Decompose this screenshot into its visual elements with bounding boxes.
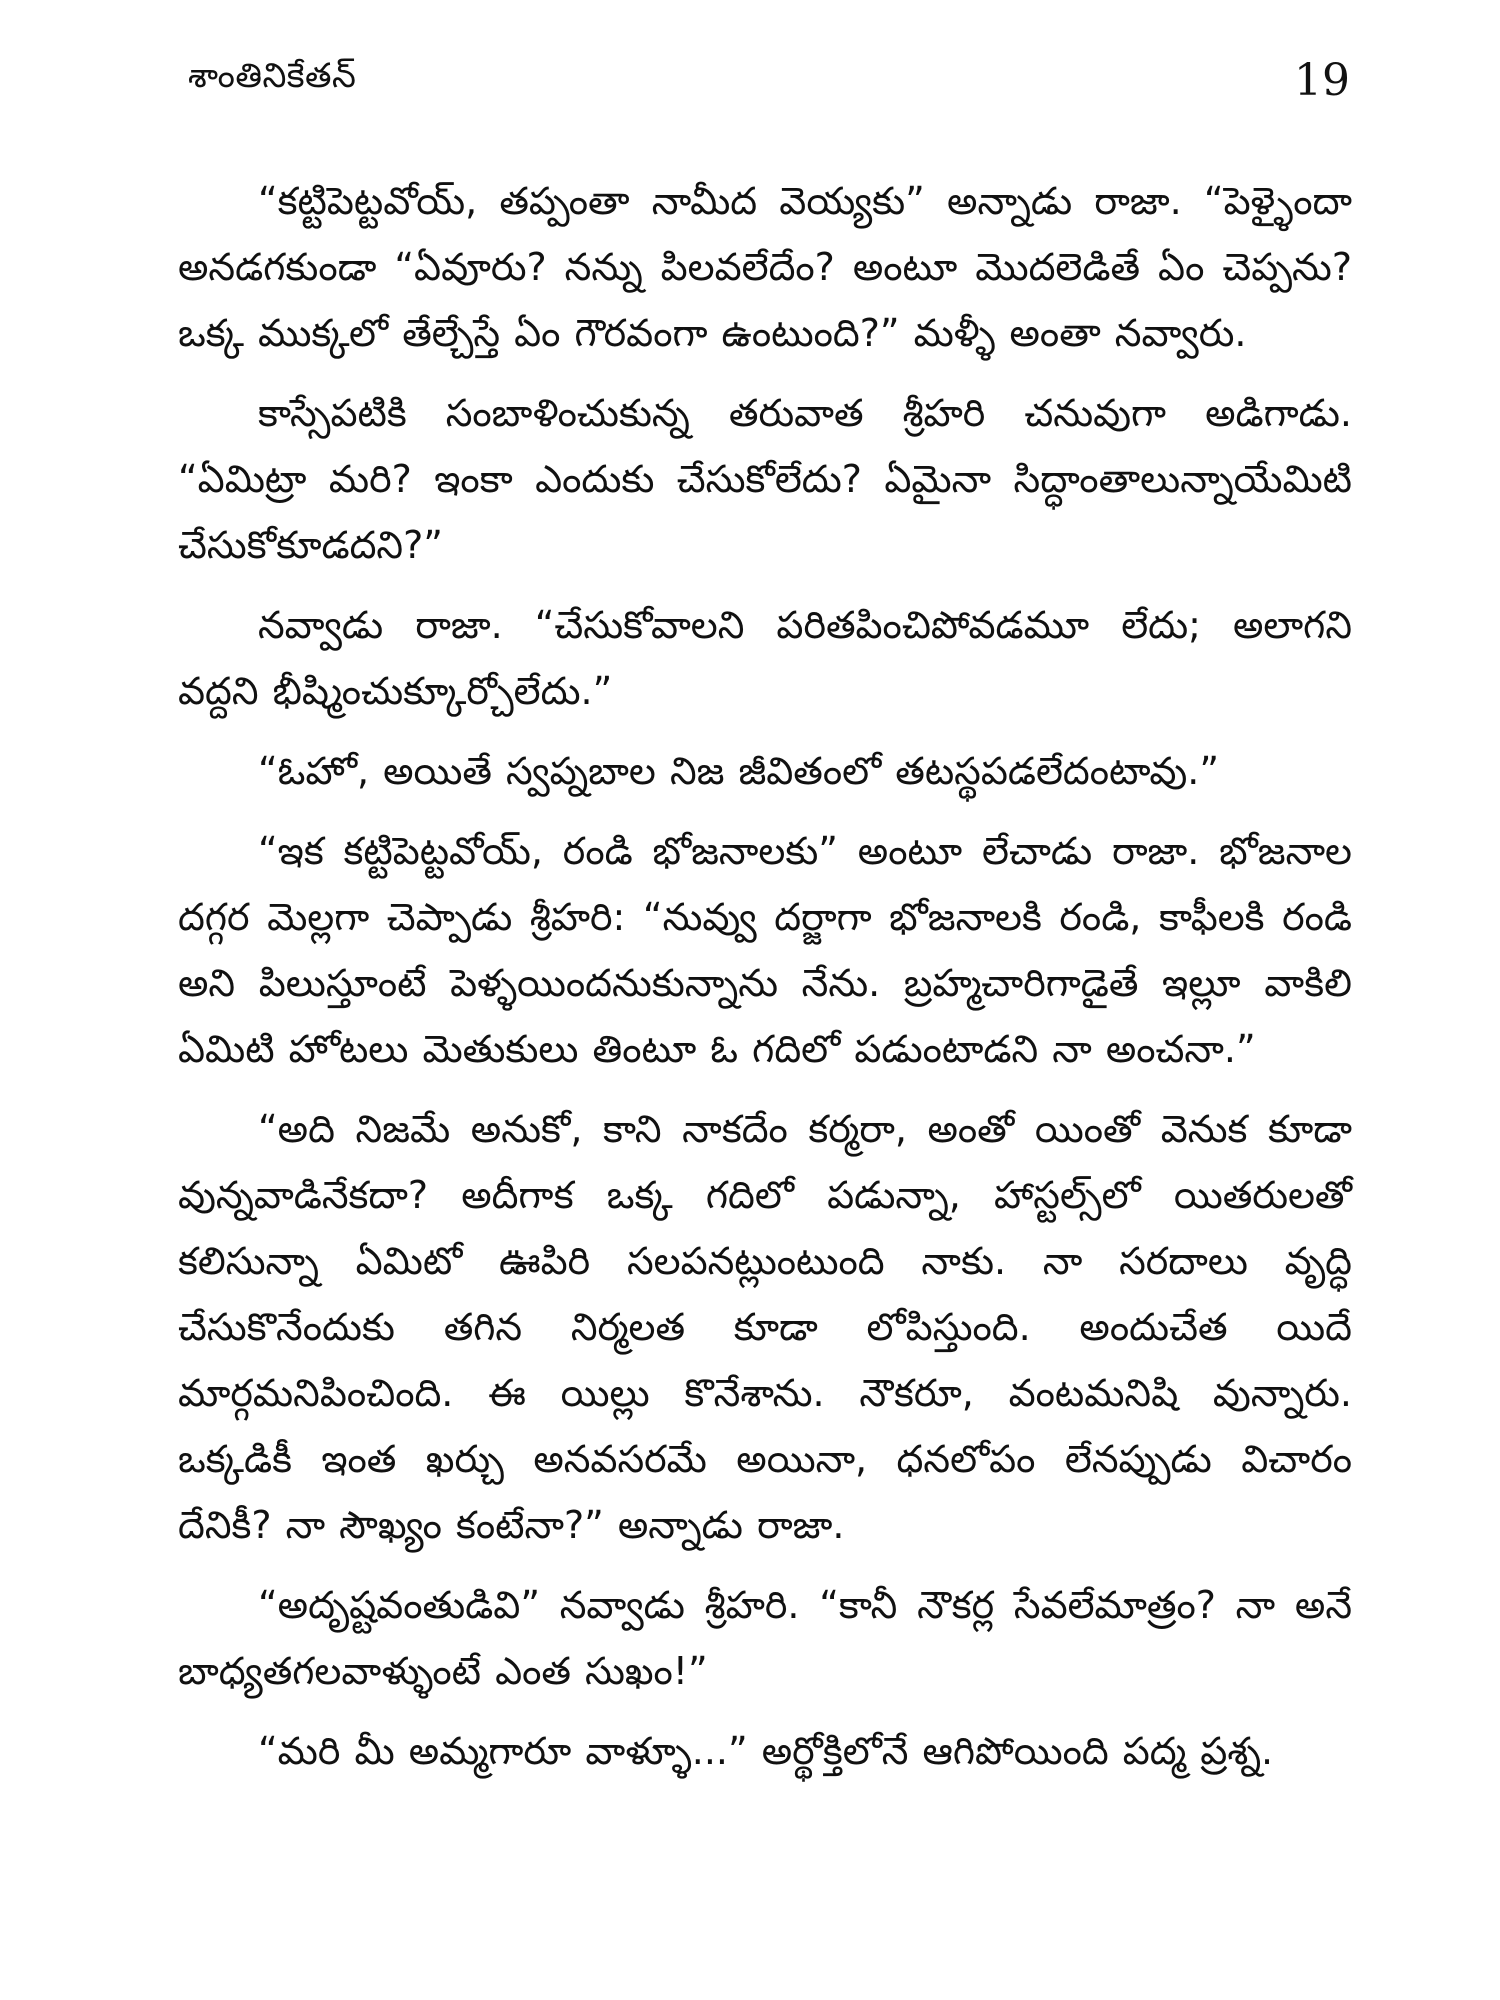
paragraph: “అది నిజమే అనుకో, కాని నాకదేం కర్మరా, అంతో యింతో వెనుక కూడా వున్నవాడినేకదా? అదీగాక ఒక్క గదిలో పడున్నా, హాస్టల్స్‌లో యితరులతో కలిసున్నా ఏమిటో ఊపిరి సలపనట్లుంటుంది నాకు. నా సరదాలు వృద్ధి చేసుకొనేందుకు తగిన నిర్మలత కూడా లోపిస్తుంది. అందుచేత యిదే మార్గమనిపించింది. ఈ యిల్లు కొనేశాను. నౌకరూ, వంటమనిషి వున్నారు. ఒక్కడికీ ఇంత ఖర్చు అనవసరమే అయినా, ధనలోపం లేనప్పుడు విచారం దేనికీ? నా సౌఖ్యం కంటేనా?” అన్నాడు రాజా. [178, 1107, 1352, 1547]
paragraph: “ఓహో, అయితే స్వప్నబాల నిజ జీవితంలో తటస్థపడలేదంటావు.” [258, 749, 1220, 793]
page-header [188, 50, 1350, 110]
paragraph: “అదృష్టవంతుడివి” నవ్వాడు శ్రీహరి. “కానీ నౌకర్ల సేవలేమాత్రం? నా అనే బాధ్యతగలవాళ్ళుంటే ఎంత సుఖం!” [178, 1583, 1352, 1693]
paragraph: “ఇక కట్టిపెట్టవోయ్, రండి భోజనాలకు” అంటూ లేచాడు రాజా. భోజనాల దగ్గర మెల్లగా చెప్పాడు శ్రీహరి: “నువ్వు దర్జాగా భోజనాలకి రండి, కాఫీలకి రండి అని పిలుస్తూంటే పెళ్ళయిందనుకున్నాను నేను. బ్రహ్మచారిగాడైతే ఇల్లూ వాకిలి ఏమిటి హోటలు మెతుకులు తింటూ ఓ గదిలో పడుంటాడని నా అంచనా.” [178, 829, 1352, 1071]
running-title: శాంతినికేతన్ [188, 56, 357, 96]
paragraph: నవ్వాడు రాజా. “చేసుకోవాలని పరితపించిపోవడమూ లేదు; అలాగని వద్దని భీష్మించుక్కూర్చోలేదు.” [178, 603, 1352, 713]
page-body [178, 168, 1352, 1798]
paragraph: “మరి మీ అమ్మగారూ వాళ్ళూ...” అర్థోక్తిలోనే ఆగిపోయింది పద్మ ప్రశ్న. [258, 1729, 1274, 1773]
page-number: 19 [1294, 54, 1350, 106]
paragraph: కాస్సేపటికి సంబాళించుకున్న తరువాత శ్రీహరి చనువుగా అడిగాడు. “ఏమిట్రా మరి? ఇంకా ఎందుకు చేసుకోలేదు? ఏమైనా సిద్ధాంతాలున్నాయేమిటి చేసుకోకూడదని?” [178, 391, 1352, 567]
paragraph: “కట్టిపెట్టవోయ్, తప్పంతా నామీద వెయ్యకు” అన్నాడు రాజా. “పెళ్ళైందా అనడగకుండా “ఏవూరు? నన్ను పిలవలేదేం? అంటూ మొదలెడితే ఏం చెప్పను? ఒక్క ముక్కలో తేల్చేస్తే ఏం గౌరవంగా ఉంటుంది?” మళ్ళీ అంతా నవ్వారు. [178, 179, 1352, 355]
